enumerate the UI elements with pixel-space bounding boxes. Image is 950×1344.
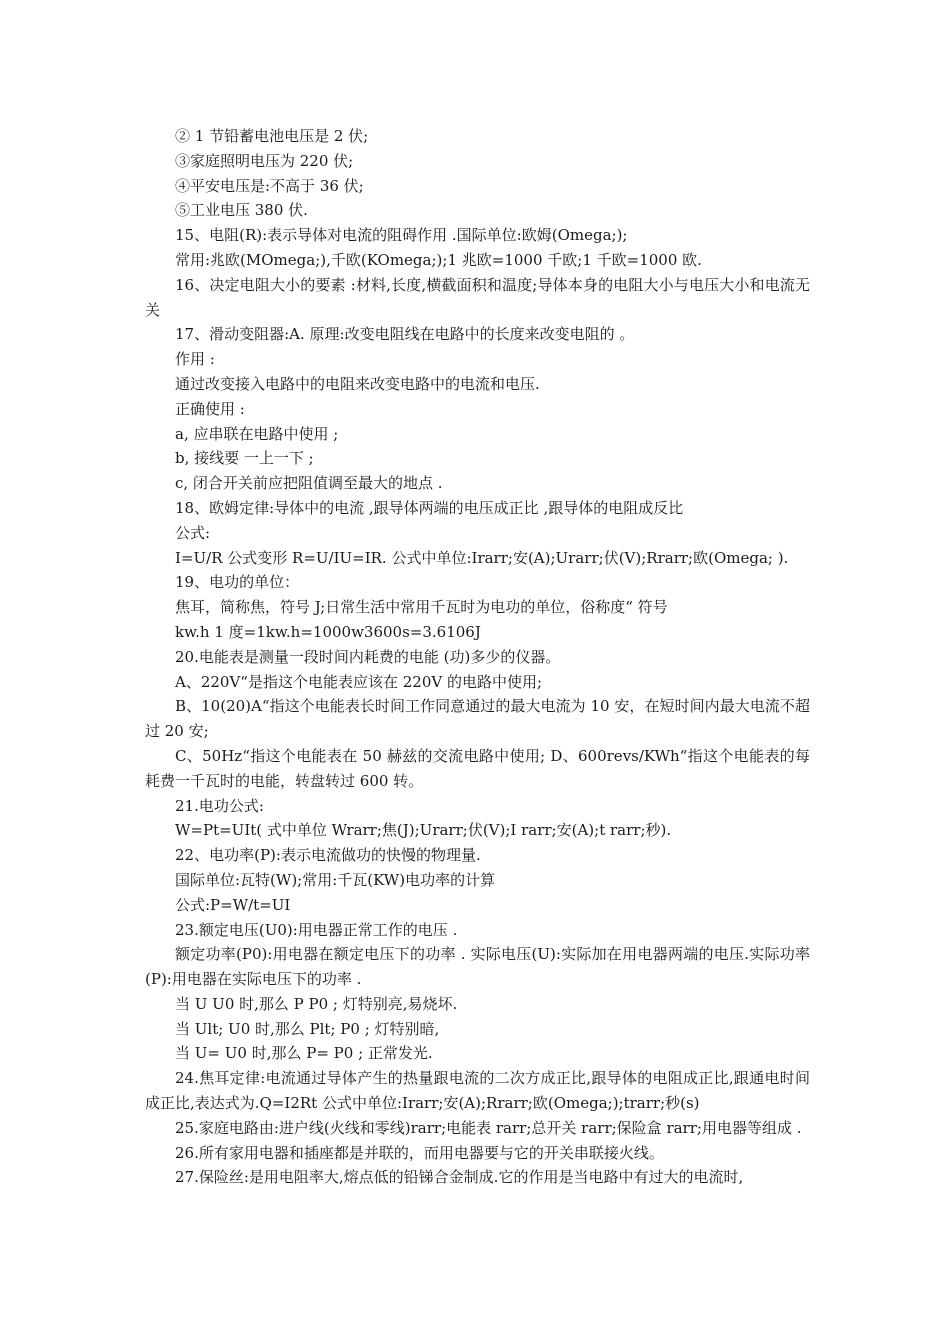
text-line: 国际单位:瓦特(W);常用:千瓦(KW)电功率的计算: [175, 870, 496, 889]
text-line: 22、电功率(P):表示电流做功的快慢的物理量.: [175, 846, 481, 865]
text-line: I=U/R 公式变形 R=U/IU=IR. 公式中单位:Irarr;安(A);Urarr;伏(V);Rrarr;欧(Omega; ).: [175, 548, 789, 567]
text-line: 27.保险丝:是用电阻率大,熔点低的铅锑合金制成.它的作用是当电路中有过大的电流时,: [175, 1168, 744, 1187]
text-line: kw.h 1 度=1kw.h=1000w3600s=3.6106J: [175, 622, 481, 641]
text-line: 公式:: [175, 523, 211, 542]
text-paragraph: C、50Hz“指这个电能表在 50 赫兹的交流电路中使用; D、600revs/KWh“指这个电能表的每耗费一千瓦时的电能，转盘转过 600 转。: [145, 746, 810, 790]
text-line: 作用 :: [175, 350, 215, 369]
text-line: 当 U U0 时,那么 P P0 ; 灯特别亮,易烧坏.: [175, 994, 458, 1013]
text-paragraph: 24.焦耳定律:电流通过导体产生的热量跟电流的二次方成正比,跟导体的电阻成正比,跟通电时间成正比,表达式为.Q=I2Rt 公式中单位:Irarr;安(A);Rrarr;欧(Omega;);trarr;秒(s): [145, 1069, 810, 1113]
text-line: 19、电功的单位：: [175, 573, 300, 592]
text-line: 当 U= U0 时,那么 P= P0 ; 正常发光.: [175, 1044, 433, 1063]
text-line: b, 接线要 一上一下 ;: [175, 449, 314, 468]
text-line: 通过改变接入电路中的电阻来改变电路中的电流和电压.: [175, 374, 540, 393]
text-line: 17、滑动变阻器:A. 原理:改变电阻线在电路中的长度来改变电阻的 。: [175, 325, 635, 344]
text-line: 当 Ult; U0 时,那么 Plt; P0 ; 灯特别暗,: [175, 1019, 440, 1038]
text-line: 18、欧姆定律:导体中的电流 ,跟导体两端的电压成正比 ,跟导体的电阻成反比: [175, 498, 684, 517]
text-line: ④平安电压是:不高于 36 伏;: [175, 176, 364, 195]
text-line: 23.额定电压(U0):用电器正常工作的电压 .: [175, 920, 458, 939]
text-line: c, 闭合开关前应把阻值调至最大的地点 .: [175, 474, 443, 493]
text-line: 正确使用 :: [175, 399, 245, 418]
text-paragraph: 16、决定电阻大小的要素 :材料,长度,横截面积和温度;导体本身的电阻大小与电压大小和电流无关: [145, 275, 810, 319]
text-line: 15、电阻(R):表示导体对电流的阻碍作用 .国际单位:欧姆(Omega;);: [175, 226, 628, 245]
text-line: a, 应串联在电路中使用 ;: [175, 424, 339, 443]
text-line: 公式:P=W/t=UI: [175, 895, 291, 914]
document-body: [145, 124, 810, 1190]
text-line: ③家庭照明电压为 220 伏;: [175, 151, 354, 170]
text-line: ⑤工业电压 380 伏.: [175, 201, 308, 220]
text-line: 26.所有家用电器和插座都是并联的，而用电器要与它的开关串联接火线。: [175, 1143, 664, 1162]
text-paragraph: B、10(20)A“指这个电能表长时间工作同意通过的最大电流为 10 安，在短时间内最大电流不超过 20 安;: [145, 697, 810, 741]
text-paragraph: 额定功率(P0):用电器在额定电压下的功率 . 实际电压(U):实际加在用电器两端的电压.实际功率(P):用电器在实际电压下的功率 .: [145, 945, 810, 989]
text-paragraph: 25.家庭电路由:进户线(火线和零线)rarr;电能表 rarr;总开关 rarr;保险盒 rarr;用电器等组成 .: [175, 1118, 802, 1137]
text-line: ② 1 节铅蓄电池电压是 2 伏;: [175, 127, 369, 145]
text-line: 20.电能表是测量一段时间内耗费的电能 (功)多少的仪器。: [175, 647, 561, 666]
text-line: A、220V“是指这个电能表应该在 220V 的电路中使用;: [175, 672, 543, 691]
text-line: 焦耳，简称焦，符号 J;日常生活中常用千瓦时为电功的单位，俗称度“ 符号: [175, 598, 668, 617]
text-line: 常用:兆欧(MOmega;),千欧(KOmega;);1 兆欧=1000 千欧;1 千欧=1000 欧.: [175, 250, 702, 269]
text-line: 21.电功公式:: [175, 796, 264, 815]
text-line: W=Pt=UIt( 式中单位 Wrarr;焦(J);Urarr;伏(V);I rarr;安(A);t rarr;秒).: [175, 821, 672, 840]
